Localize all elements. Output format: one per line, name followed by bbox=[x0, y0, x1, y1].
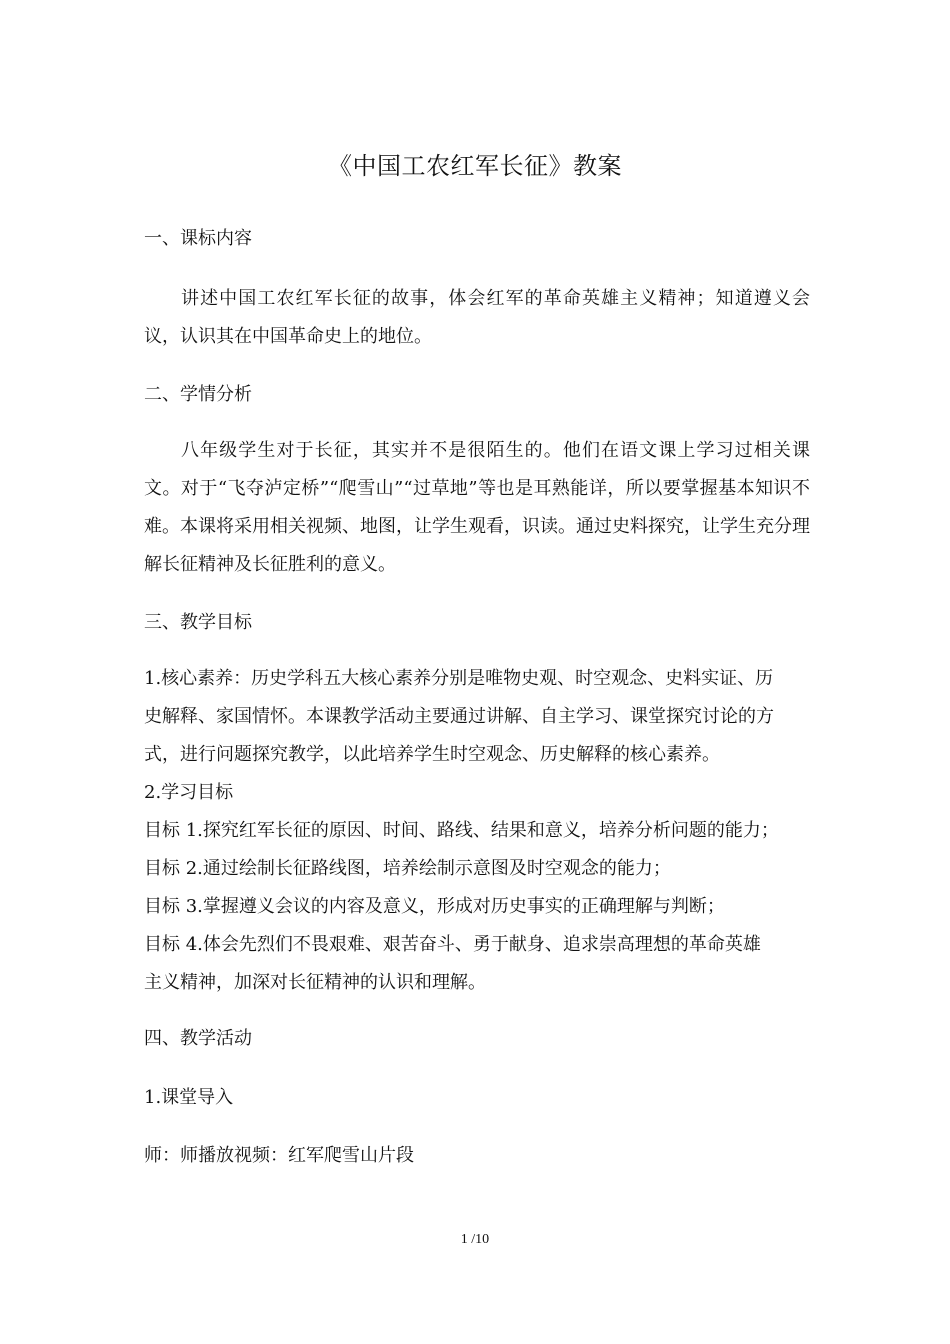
curriculum-paragraph: 讲述中国工农红军长征的故事，体会红军的革命英雄主义精神；知道遵义会议，认识其在中国革命史上的地位。 bbox=[144, 288, 810, 347]
goals-line: 主义精神，加深对长征精神的认识和理解。 bbox=[144, 972, 486, 993]
goals-line: 目标 3.掌握遵义会议的内容及意义，形成对历史事实的正确理解与判断； bbox=[144, 896, 725, 917]
student-analysis-paragraph: 八年级学生对于长征，其实并不是很陌生的。他们在语文课上学习过相关课文。对于“飞夺泸定桥”“爬雪山”“过草地”等也是耳熟能详，所以要掌握基本知识不难。本课将采用相关视频、地图，让学生观看，识读。通过史料探究，让学生充分理解长征精神及长征胜利的意义。 bbox=[144, 440, 810, 575]
goals-line: 式，进行问题探究教学，以此培养学生时空观念、历史解释的核心素养。 bbox=[144, 744, 720, 765]
section-heading-teaching-goals: 三、教学目标 bbox=[144, 612, 252, 633]
goals-line: 目标 1.探究红军长征的原因、时间、路线、结果和意义，培养分析问题的能力； bbox=[144, 820, 779, 841]
teaching-goals-list bbox=[144, 660, 810, 1002]
goals-line: 目标 2.通过绘制长征路线图，培养绘制示意图及时空观念的能力； bbox=[144, 858, 671, 879]
section-heading-curriculum: 一、课标内容 bbox=[144, 228, 252, 249]
subheading-class-intro: 1.课堂导入 bbox=[144, 1087, 234, 1108]
section-heading-teaching-activities: 四、教学活动 bbox=[144, 1028, 252, 1049]
goals-line: 1.核心素养：历史学科五大核心素养分别是唯物史观、时空观念、史料实证、历 bbox=[144, 668, 774, 689]
section-heading-student-analysis: 二、学情分析 bbox=[144, 384, 252, 405]
goals-line: 史解释、家国情怀。本课教学活动主要通过讲解、自主学习、课堂探究讨论的方 bbox=[144, 706, 774, 727]
goals-line: 2.学习目标 bbox=[144, 782, 234, 803]
document-title: 《中国工农红军长征》教案 bbox=[328, 152, 622, 180]
goals-line: 目标 4.体会先烈们不畏艰难、艰苦奋斗、勇于献身、追求崇高理想的革命英雄 bbox=[144, 934, 761, 955]
teacher-activity-line: 师：师播放视频：红军爬雪山片段 bbox=[144, 1145, 414, 1166]
page-number: 1 /10 bbox=[460, 1232, 490, 1247]
